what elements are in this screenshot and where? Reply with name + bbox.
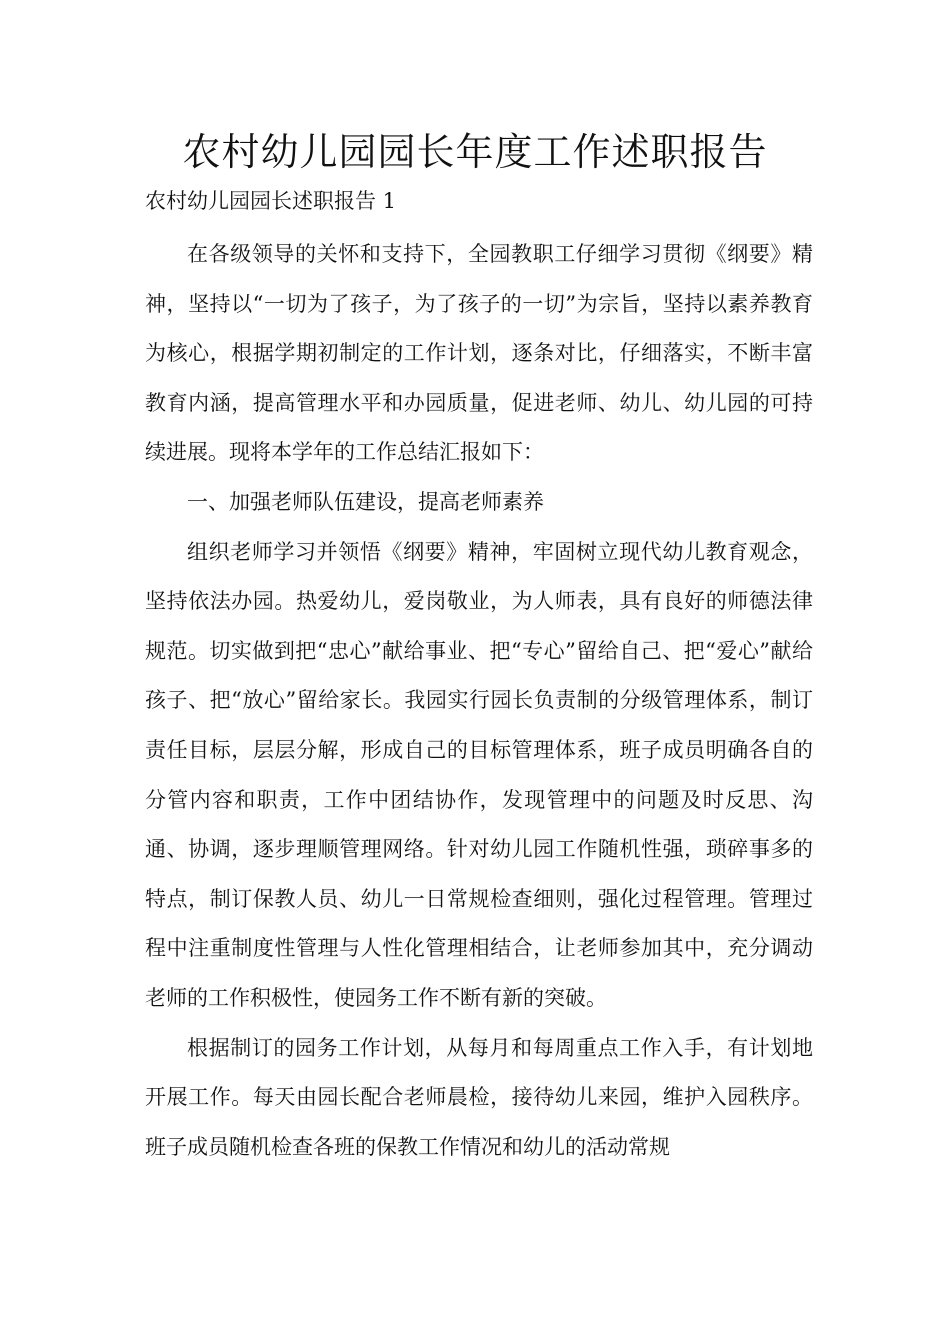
section-heading-1: 一、加强老师队伍建设，提高老师素养 bbox=[187, 489, 544, 514]
paragraph-teacher-team: 组织老师学习并领悟《纲要》精神，牢固树立现代幼儿教育观念，坚持依法办园。热爱幼儿，爱岗敬业，为人师表，具有良好的师德法律规范。切实做到把“忠心”献给事业、把“专心”留给自己、把“爱心”献给孩子、把“放心”留给家长。我园实行园长负责制的分级管理体系，制订责任目标，层层分解，形成自己的目标管理体系，班子成员明确各自的分管内容和职责，工作中团结协作，发现管理中的问题及时反思、沟通、协调，逐步理顺管理网络。针对幼儿园工作随机性强，琐碎事多的特点，制订保教人员、幼儿一日常规检查细则，强化过程管理。管理过程中注重制度性管理与人性化管理相结合，让老师参加其中，充分调动老师的工作积极性，使园务工作不断有新的突破。 bbox=[145, 539, 813, 1010]
paragraph-work-plan: 根据制订的园务工作计划，从每月和每周重点工作入手，有计划地开展工作。每天由园长配合老师晨检，接待幼儿来园，维护入园秩序。班子成员随机检查各班的保教工作情况和幼儿的活动常规 bbox=[145, 1035, 813, 1159]
paragraph-intro: 在各级领导的关怀和支持下，全园教职工仔细学习贯彻《纲要》精神，坚持以“一切为了孩子，为了孩子的一切”为宗旨，坚持以素养教育为核心，根据学期初制定的工作计划，逐条对比，仔细落实，不断丰富教育内涵，提高管理水平和办园质量，促进老师、幼儿、幼儿园的可持续进展。现将本学年的工作总结汇报如下： bbox=[145, 242, 813, 465]
document-subtitle: 农村幼儿园园长述职报告 1 bbox=[145, 189, 397, 213]
document-title: 农村幼儿园园长年度工作述职报告 bbox=[182, 130, 768, 174]
document-body bbox=[145, 230, 813, 1172]
